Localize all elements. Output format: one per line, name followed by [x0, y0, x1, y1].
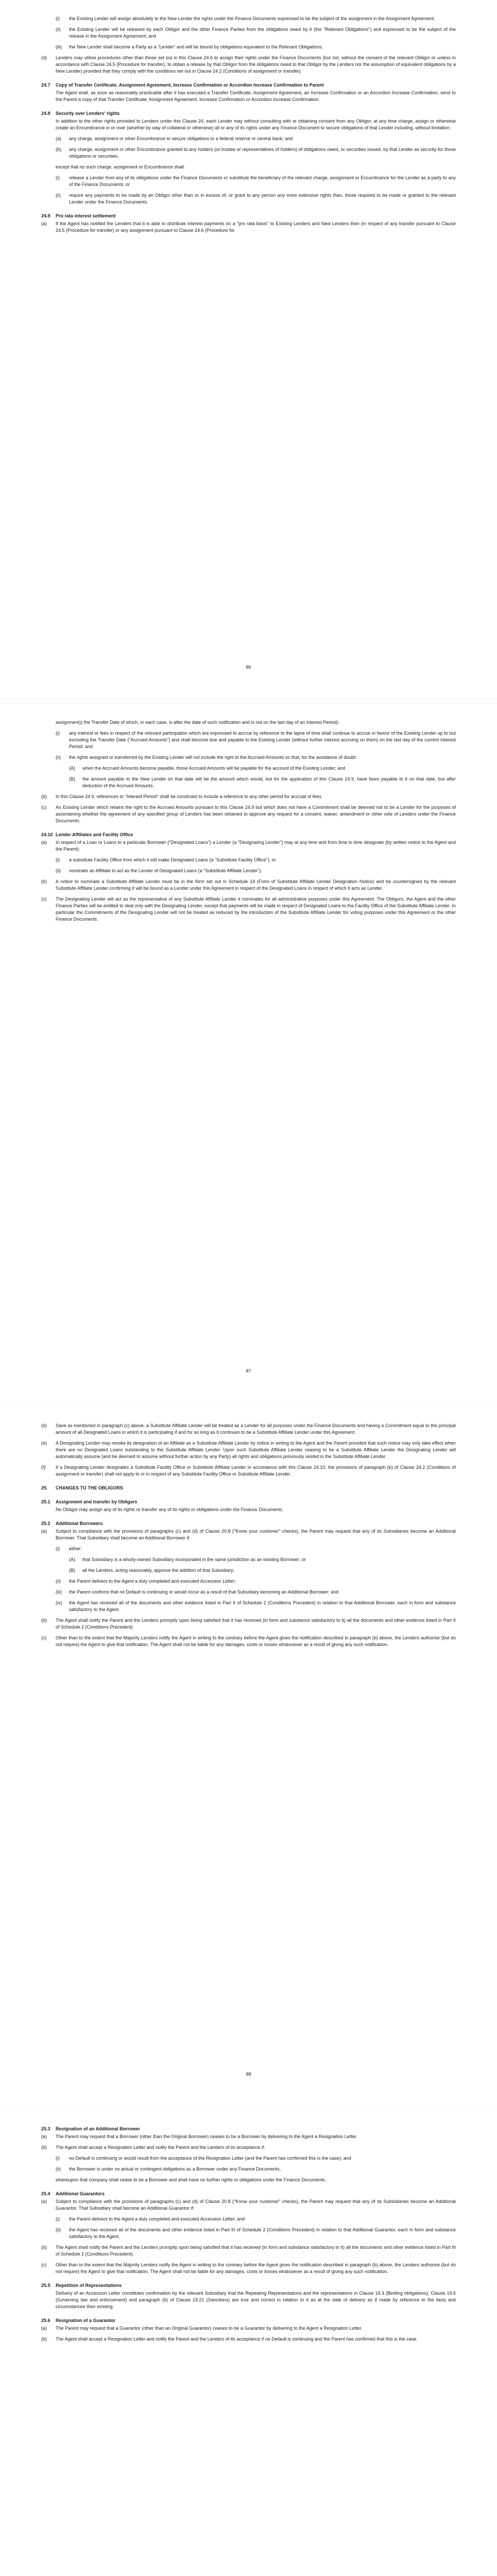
paragraph-text: nominate an Affiliate to act as the Lender of Designated Loans (a "Substitute Affiliate Lender"). [69, 868, 262, 873]
paragraph-text: assignment)) the Transfer Date of which, in each case, is after the date of such notification and is not on the last day of an Interest Period): [56, 720, 339, 725]
clause-paragraph [41, 839, 456, 853]
clause-paragraph [41, 765, 456, 772]
clause-heading [41, 1499, 456, 1505]
clause-number: (ii) [56, 2166, 61, 2172]
clause-number: (a) [41, 840, 47, 845]
paragraph-text: the Existing Lender will assign absolutely to the New Lender the rights under the Finance Documents expressed to be the subject of the assignment in the Assignment Agreement; [69, 16, 435, 21]
heading-text: Repetition of Representations [56, 2283, 122, 2288]
clause-number: (c) [41, 896, 47, 902]
heading-text: Security over Lenders' rights [56, 111, 120, 116]
clause-number: 25.6 [41, 2318, 50, 2323]
paragraph-text: Delivery of an Accession Letter constitutes confirmation by the relevant Subsidiary that the Repeating Representations and the representations in Clause 19.3 (Binding obligations), Clause 19.6 (Governing law and enforcement) and paragraph (b) of Clause 19.21 (Sanctions) are true and correct in relation to it as at the date of delivery as if made by reference to the facts and circumstances then existing. [56, 2291, 456, 2309]
paragraph-text: Save as mentioned in paragraph (c) above, a Substitute Affiliate Lender will be treated as a Lender for all purposes under the Finance Documents and having a Commitment equal to the principal amount of all Designated Loans in which it is participating if and for so long as it continues to be a Substitute Affiliate Lender under this Agreement. [56, 1423, 456, 1435]
clause-paragraph [41, 55, 456, 75]
clause-paragraph [41, 44, 456, 50]
clause-paragraph [41, 793, 456, 800]
clause-number: 25.3 [41, 2126, 50, 2131]
paragraph-text: except that no such charge, assignment or Encumbrance shall: [56, 164, 185, 170]
clause-paragraph [41, 146, 456, 160]
clause-paragraph [41, 1464, 456, 1478]
paragraph-text: If a Designating Lender designates a Substitute Facility Office or Substitute Affiliate Lender in accordance with this Clause 24.10, the provisions of paragraph (e) of Clause 24.2 (Conditions of assignment or transfer) shall not apply to or in respect of any Substitute Facility Office or Substitute Affiliate Lender. [56, 1465, 456, 1477]
clause-number: 24.10 [41, 832, 53, 837]
clause-paragraph [41, 2198, 456, 2212]
clause-number: (B) [69, 1568, 75, 1573]
clause-paragraph [41, 719, 456, 726]
paragraph-text: the rights assigned or transferred by the Existing Lender will not include the right to the Accrued Amounts so that, for the avoidance of doubt: [69, 755, 357, 760]
paragraph-text: the New Lender shall become a Party as a "Lender" and will be bound by obligations equivalent to the Relevant Obligations. [69, 44, 323, 49]
clause-paragraph [41, 754, 456, 761]
paragraph-text: require any payments to be made by an Obligor other than or in excess of, or grant to any person any more extensive rights than, those required to be made or granted to the relevant Lender under the Finance Documents. [69, 193, 456, 205]
clause-heading [41, 1485, 456, 1492]
clause-number: (d) [41, 55, 47, 60]
clause-number: (iii) [56, 44, 62, 49]
clause-number: (ii) [56, 27, 61, 32]
clause-number: (c) [41, 2262, 47, 2267]
clause-paragraph [41, 1567, 456, 1574]
clause-heading [41, 82, 456, 89]
clause-paragraph [41, 2155, 456, 2162]
paragraph-text: a substitute Facility Office from which it will make Designated Loans (a "Substitute Facility Office"); or [69, 857, 276, 862]
clause-paragraph [41, 1422, 456, 1436]
paragraph-text: any charge, assignment or other Encumbrance to secure obligations to a federal reserve or central bank; and [69, 136, 293, 141]
clause-number: (b) [41, 2245, 47, 2250]
clause-number: 24.9 [41, 213, 50, 218]
page-number: 86 [246, 665, 251, 670]
clause-paragraph [41, 118, 456, 131]
clause-heading [41, 213, 456, 219]
clause-paragraph [41, 1556, 456, 1563]
clause-number: (b) [41, 2145, 47, 2150]
clause-number: (a) [41, 2134, 47, 2139]
paragraph-text: In addition to the other rights provided to Lenders under this Clause 24, each Lender may without consulting with or obtaining consent from any Obligor, at any time charge, assign or otherwise create an Encumbrance in or over (whether by way of collateral or otherwise) all or any of its rights under any Finance Document to secure obligations of that Lender including, without limitation: [56, 118, 456, 130]
paragraph-text: any interest or fees in respect of the relevant participation which are expressed to accrue by reference to the lapse of time shall continue to accrue in favour of the Existing Lender up to but excluding the Transfer Date ("Accrued Amounts") and shall become due and payable to the Existing Lender (without further interest accruing on them) on the last day of the current Interest Period; and [69, 731, 456, 749]
heading-text: Lender Affiliates and Facility Office [56, 832, 133, 837]
clause-number: (c) [41, 805, 47, 810]
paragraph-text: any charge, assignment or other Encumbrance granted to any holders (or trustee or representatives of holders) of obligations owed, or securities issued, by that Lender as security for those obligations or securities, [69, 147, 456, 159]
clause-number: (b) [41, 2336, 47, 2342]
clause-paragraph [41, 26, 456, 40]
clause-paragraph [41, 192, 456, 206]
clause-paragraph [41, 1528, 456, 1541]
clause-number: (b) [41, 1618, 47, 1623]
clause-number: (i) [56, 1546, 60, 1551]
clause-number: (A) [69, 766, 75, 771]
paragraph-text: release a Lender from any of its obligations under the Finance Documents or substitute the beneficiary of the relevant charge, assignment or Encumbrance for the Lender as a party to any of the Finance Documents; or [69, 175, 456, 187]
clause-paragraph [41, 1506, 456, 1513]
clause-number: (i) [56, 857, 60, 862]
paragraph-text: A Designating Lender may revoke its designation of an Affiliate as a Substitute Affiliate Lender by notice in writing to the Agent and the Parent provided that such notice may only take effect when there are no Designated Loans outstanding to the Substitute Affiliate Lender. Upon such Substitute Affiliate Lender ceasing to be a Substitute Affiliate Lender the Designating Lender will automatically assume (and be deemed to assume without further action by any Party) all rights and obligations previously vested in the Substitute Affiliate Lender. [56, 1440, 456, 1459]
heading-text: Additional Borrowers [56, 1521, 103, 1526]
clause-number: (f) [41, 1465, 46, 1470]
paragraph-text: whereupon that company shall cease to be a Borrower and shall have no further rights or obligations under the Finance Documents. [56, 2177, 327, 2182]
clause-number: 25. [41, 1485, 48, 1490]
clause-heading [41, 110, 456, 117]
clause-paragraph [41, 896, 456, 923]
paragraph-text: In respect of a Loan or Loans to a particular Borrower ("Designated Loans") a Lender (a "Designating Lender") may at any time and from time to time designate (by written notice to the Agent and the Parent): [56, 840, 456, 852]
clause-number: (iv) [56, 1600, 62, 1605]
clause-number: (b) [56, 147, 61, 152]
clause-number: 25.1 [41, 1499, 50, 1504]
paragraph-text: The Designating Lender will act as the representative of any Substitute Affiliate Lender it nominates for all administrative purposes under this Agreement. The Obligors, the Agent and the other Finance Parties will be entitled to deal only with the Designating Lender, except that payments will be made in respect of Designated Loans to the Facility Office of the Substitute Affiliate Lender. In particular the Commitments of the Designating Lender will not be treated as reduced by the introduction of the Substitute Affiliate Lender for voting purposes under this Agreement or the other Finance Documents. [56, 896, 456, 922]
clause-number: (a) [56, 136, 61, 141]
paragraph-text: the Parent confirms that no Default is continuing or would occur as a result of that Subsidiary becoming an Additional Borrower; and [69, 1589, 339, 1595]
clause-paragraph [41, 135, 456, 142]
document-page [0, 1406, 497, 2110]
clause-heading [41, 2317, 456, 2324]
paragraph-text: Other than to the extent that the Majority Lenders notify the Agent in writing to the contrary before the Agent gives the notification described in paragraph (b) above, the Lenders authorise (but do not require) the Agent to give that notification. The Agent shall not be liable for any damages, costs or losses whatsoever as a result of giving any such notification. [56, 1635, 456, 1647]
paragraph-text: the Existing Lender will be released by each Obligor and the other Finance Parties from the obligations owed by it (the "Relevant Obligations") and expressed to be the subject of the release in the Assignment Agreement; and [69, 27, 456, 39]
clause-paragraph [41, 878, 456, 892]
clause-paragraph [41, 2144, 456, 2151]
heading-text: Copy of Transfer Certificate, Assignment Agreement, Increase Confirmation or Accordion Increase Confirmation to Parent [56, 82, 324, 88]
paragraph-text: The Agent shall accept a Resignation Letter and notify the Parent and the Lenders of its acceptance if: [56, 2145, 265, 2150]
page-number: 87 [246, 1368, 251, 1374]
paragraph-text: An Existing Lender which retains the right to the Accrued Amounts pursuant to this Clause 24.9 but which does not have a Commitment shall be deemed not to be a Lender for the purposes of ascertaining whether the agreement of any specified group of Lenders has been obtained to approve any request for a consent, waiver, amendment or other vote of Lenders under the Finance Documents. [56, 805, 456, 823]
clause-number: (b) [41, 794, 47, 799]
clause-paragraph [41, 1578, 456, 1585]
clause-number: (e) [41, 1440, 47, 1446]
clause-paragraph [41, 868, 456, 874]
clause-number: 25.4 [41, 2191, 50, 2196]
paragraph-text: all the Lenders, acting reasonably, approve the addition of that Subsidiary; [82, 1568, 235, 1573]
clause-paragraph [41, 1440, 456, 1460]
clause-paragraph [41, 175, 456, 188]
clause-number: (i) [56, 175, 60, 180]
clause-paragraph [41, 164, 456, 171]
clause-number: (ii) [56, 2227, 61, 2232]
clause-paragraph [41, 1635, 456, 1648]
paragraph-text: A notice to nominate a Substitute Affiliate Lender must be in the form set out in Schedule 14 (Form of Substitute Affiliate Lender Designation Notice) and be countersigned by the relevant Substitute Affiliate Lender confirming it will be bound as a Lender under this Agreement in respect of the Designated Loans in respect of which it acts as Lender. [56, 879, 456, 891]
heading-text: Resignation of an Additional Borrower [56, 2126, 141, 2131]
paragraph-text: the Agent has received all of the documents and other evidence listed in Part II of Schedule 2 (Conditions Precedent) in relation to that Additional Borrower, each in form and substance satisfactory to the Agent. [69, 1600, 456, 1612]
clause-paragraph [41, 2177, 456, 2183]
heading-text: CHANGES TO THE OBLIGORS [56, 1485, 123, 1490]
paragraph-text: The Agent shall accept a Resignation Letter and notify the Parent and the Lenders of its acceptance if no Default is continuing and the Parent has confirmed that this is the case. [56, 2336, 418, 2342]
paragraph-text: either: [69, 1546, 82, 1551]
clause-paragraph [41, 2133, 456, 2140]
clause-heading [41, 2191, 456, 2197]
paragraph-text: The Parent may request that a Borrower (other than the Original Borrower) ceases to be a Borrower by delivering to the Agent a Resignation Letter. [56, 2134, 357, 2139]
clause-number: (a) [41, 1529, 47, 1534]
paragraph-text: when the Accrued Amounts become payable, those Accrued Amounts will be payable for the account of the Existing Lender; and [82, 766, 346, 771]
clause-heading [41, 2126, 456, 2132]
clause-paragraph [41, 2290, 456, 2310]
clause-paragraph [41, 730, 456, 750]
document-page [0, 0, 497, 703]
clause-paragraph [41, 1589, 456, 1596]
heading-text: Resignation of a Guarantor [56, 2318, 116, 2323]
clause-number: (i) [56, 2216, 60, 2222]
clause-number: (a) [41, 221, 47, 226]
paragraph-text: No Obligor may assign any of its rights or transfer any of its rights or obligations under the Finance Documents. [56, 1507, 284, 1512]
clause-number: (b) [41, 879, 47, 884]
clause-number: (B) [69, 776, 75, 782]
paragraph-text: The Parent may request that a Guarantor (other than an Original Guarantor) ceases to be a Guarantor by delivering to the Agent a Resignation Letter. [56, 2326, 363, 2331]
paragraph-text: Subject to compliance with the provisions of paragraphs (c) and (d) of Clause 20.8 ("Know your customer" checks), the Parent may request that any of its Subsidiaries become an Additional Borrower. That Subsidiary shall become an Additional Borrower if: [56, 1529, 456, 1540]
heading-text: Pro rata interest settlement [56, 213, 116, 218]
clause-number: 24.8 [41, 111, 50, 116]
clause-number: (i) [56, 731, 60, 736]
clause-paragraph [41, 90, 456, 103]
clause-number: (i) [56, 2156, 60, 2161]
clause-number: (iii) [56, 1589, 62, 1595]
heading-text: Additional Guarantors [56, 2191, 105, 2196]
clause-paragraph [41, 857, 456, 863]
clause-paragraph [41, 2336, 456, 2343]
paragraph-text: The Agent shall notify the Parent and the Lenders promptly upon being satisfied that it has received (in form and substance satisfactory to it) all the documents and other evidence listed in Part II of Schedule 2 (Conditions Precedent). [56, 1618, 456, 1630]
clause-number: (ii) [56, 193, 61, 198]
clause-paragraph [41, 221, 456, 234]
paragraph-text: The Agent shall notify the Parent and the Lenders promptly upon being satisfied that it has received (in form and substance satisfactory to it) all the documents and other evidence listed in Part III of Schedule 2 (Conditions Precedent). [56, 2245, 456, 2257]
clause-heading [41, 2282, 456, 2289]
heading-text: Assignment and transfer by Obligors [56, 1499, 138, 1504]
paragraph-text: Other than to the extent that the Majority Lenders notify the Agent in writing to the contrary before the Agent gives the notification described in paragraph (b) above, the Lenders authorise (but do not require) the Agent to give that notification. The Agent shall not be liable for any damages, costs or losses whatsoever as a result of giving any such notification. [56, 2262, 456, 2274]
clause-number: (ii) [56, 755, 61, 760]
paragraph-text: the Parent delivers to the Agent a duly completed and executed Accession Letter; [69, 1579, 236, 1584]
document-page [0, 703, 497, 1406]
paragraph-text: The Agent shall, as soon as reasonably practicable after it has executed a Transfer Certificate, Assignment Agreement, an Increase Confirmation or an Accordion Increase Confirmation, send to the Parent a copy of that Transfer Certificate, Assignment Agreement, Increase Confirmation or Accordion Increase Confirmation. [56, 90, 456, 102]
clause-number: (ii) [56, 1579, 61, 1584]
clause-number: (c) [41, 1635, 47, 1640]
clause-number: (i) [56, 16, 60, 21]
clause-paragraph [41, 2166, 456, 2173]
paragraph-text: Lenders may utilise procedures other than those set out in this Clause 24.6 to assign their rights under the Finance Documents (but not, without the consent of the relevant Obligor or unless in accordance with Clause 24.5 (Procedure for transfer), to obtain a release by that Obligor from the obligations owed to that Obligor by the Lenders nor the assumption of equivalent obligations by a New Lender) provided that they comply with the conditions set out in Clause 24.2 (Conditions of assignment or transfer). [56, 55, 456, 74]
paragraph-text: the Borrower is under no actual or contingent obligations as a Borrower under any Finance Documents, [69, 2166, 281, 2172]
clause-number: (a) [41, 2199, 47, 2204]
clause-paragraph [41, 15, 456, 22]
clause-paragraph [41, 2216, 456, 2223]
paragraph-text: If the Agent has notified the Lenders that it is able to distribute interest payments on a "pro rata basis" to Existing Lenders and New Lenders then (in respect of any transfer pursuant to Clause 24.5 (Procedure for transfer) or any assignment pursuant to Clause 24.6 (Procedure for [56, 221, 456, 233]
paragraph-text: no Default is continuing or would result from the acceptance of the Resignation Letter (and the Parent has confirmed this is the case); and [69, 2156, 351, 2161]
clause-paragraph [41, 2325, 456, 2332]
document-page [0, 2110, 497, 2576]
clause-paragraph [41, 1617, 456, 1631]
clause-number: (ii) [56, 868, 61, 873]
clause-number: (d) [41, 1423, 47, 1428]
clause-heading [41, 1520, 456, 1527]
paragraph-text: that Subsidiary is a wholly-owned Subsidiary incorporated in the same jurisdiction as an existing Borrower; or [82, 1557, 306, 1562]
clause-number: 25.2 [41, 1521, 50, 1526]
clause-paragraph [41, 2227, 456, 2240]
paragraph-text: the amount payable to the New Lender on that date will be the amount which would, but for the application of this Clause 24.9, have been payable to it on that date, but after deduction of the Accrued Amounts. [82, 776, 456, 788]
clause-paragraph [41, 1600, 456, 1613]
paragraph-text: Subject to compliance with the provisions of paragraphs (c) and (d) of Clause 20.8 ("Know your customer" checks), the Parent may request that any of its Subsidiaries become an Additional Guarantor. That Subsidiary shall become an Additional Guarantor if: [56, 2199, 456, 2211]
clause-heading [41, 832, 456, 838]
paragraph-text: In this Clause 24.9, references to "Interest Period" shall be construed to include a reference to any other period for accrual of fees. [56, 794, 323, 799]
page-number: 88 [246, 2072, 251, 2077]
clause-number: 24.7 [41, 82, 50, 88]
clause-paragraph [41, 2262, 456, 2275]
clause-paragraph [41, 2244, 456, 2258]
clause-paragraph [41, 776, 456, 789]
clause-number: (A) [69, 1557, 75, 1562]
paragraph-text: the Parent delivers to the Agent a duly completed and executed Accession Letter; and [69, 2216, 245, 2222]
clause-paragraph [41, 804, 456, 824]
clause-number: 25.5 [41, 2283, 50, 2288]
paragraph-text: the Agent has received all of the documents and other evidence listed in Part III of Schedule 2 (Conditions Precedent) in relation to that Additional Guarantor, each in form and substance satisfactory to the Agent. [69, 2227, 456, 2239]
clause-number: (a) [41, 2326, 47, 2331]
clause-paragraph [41, 1546, 456, 1552]
